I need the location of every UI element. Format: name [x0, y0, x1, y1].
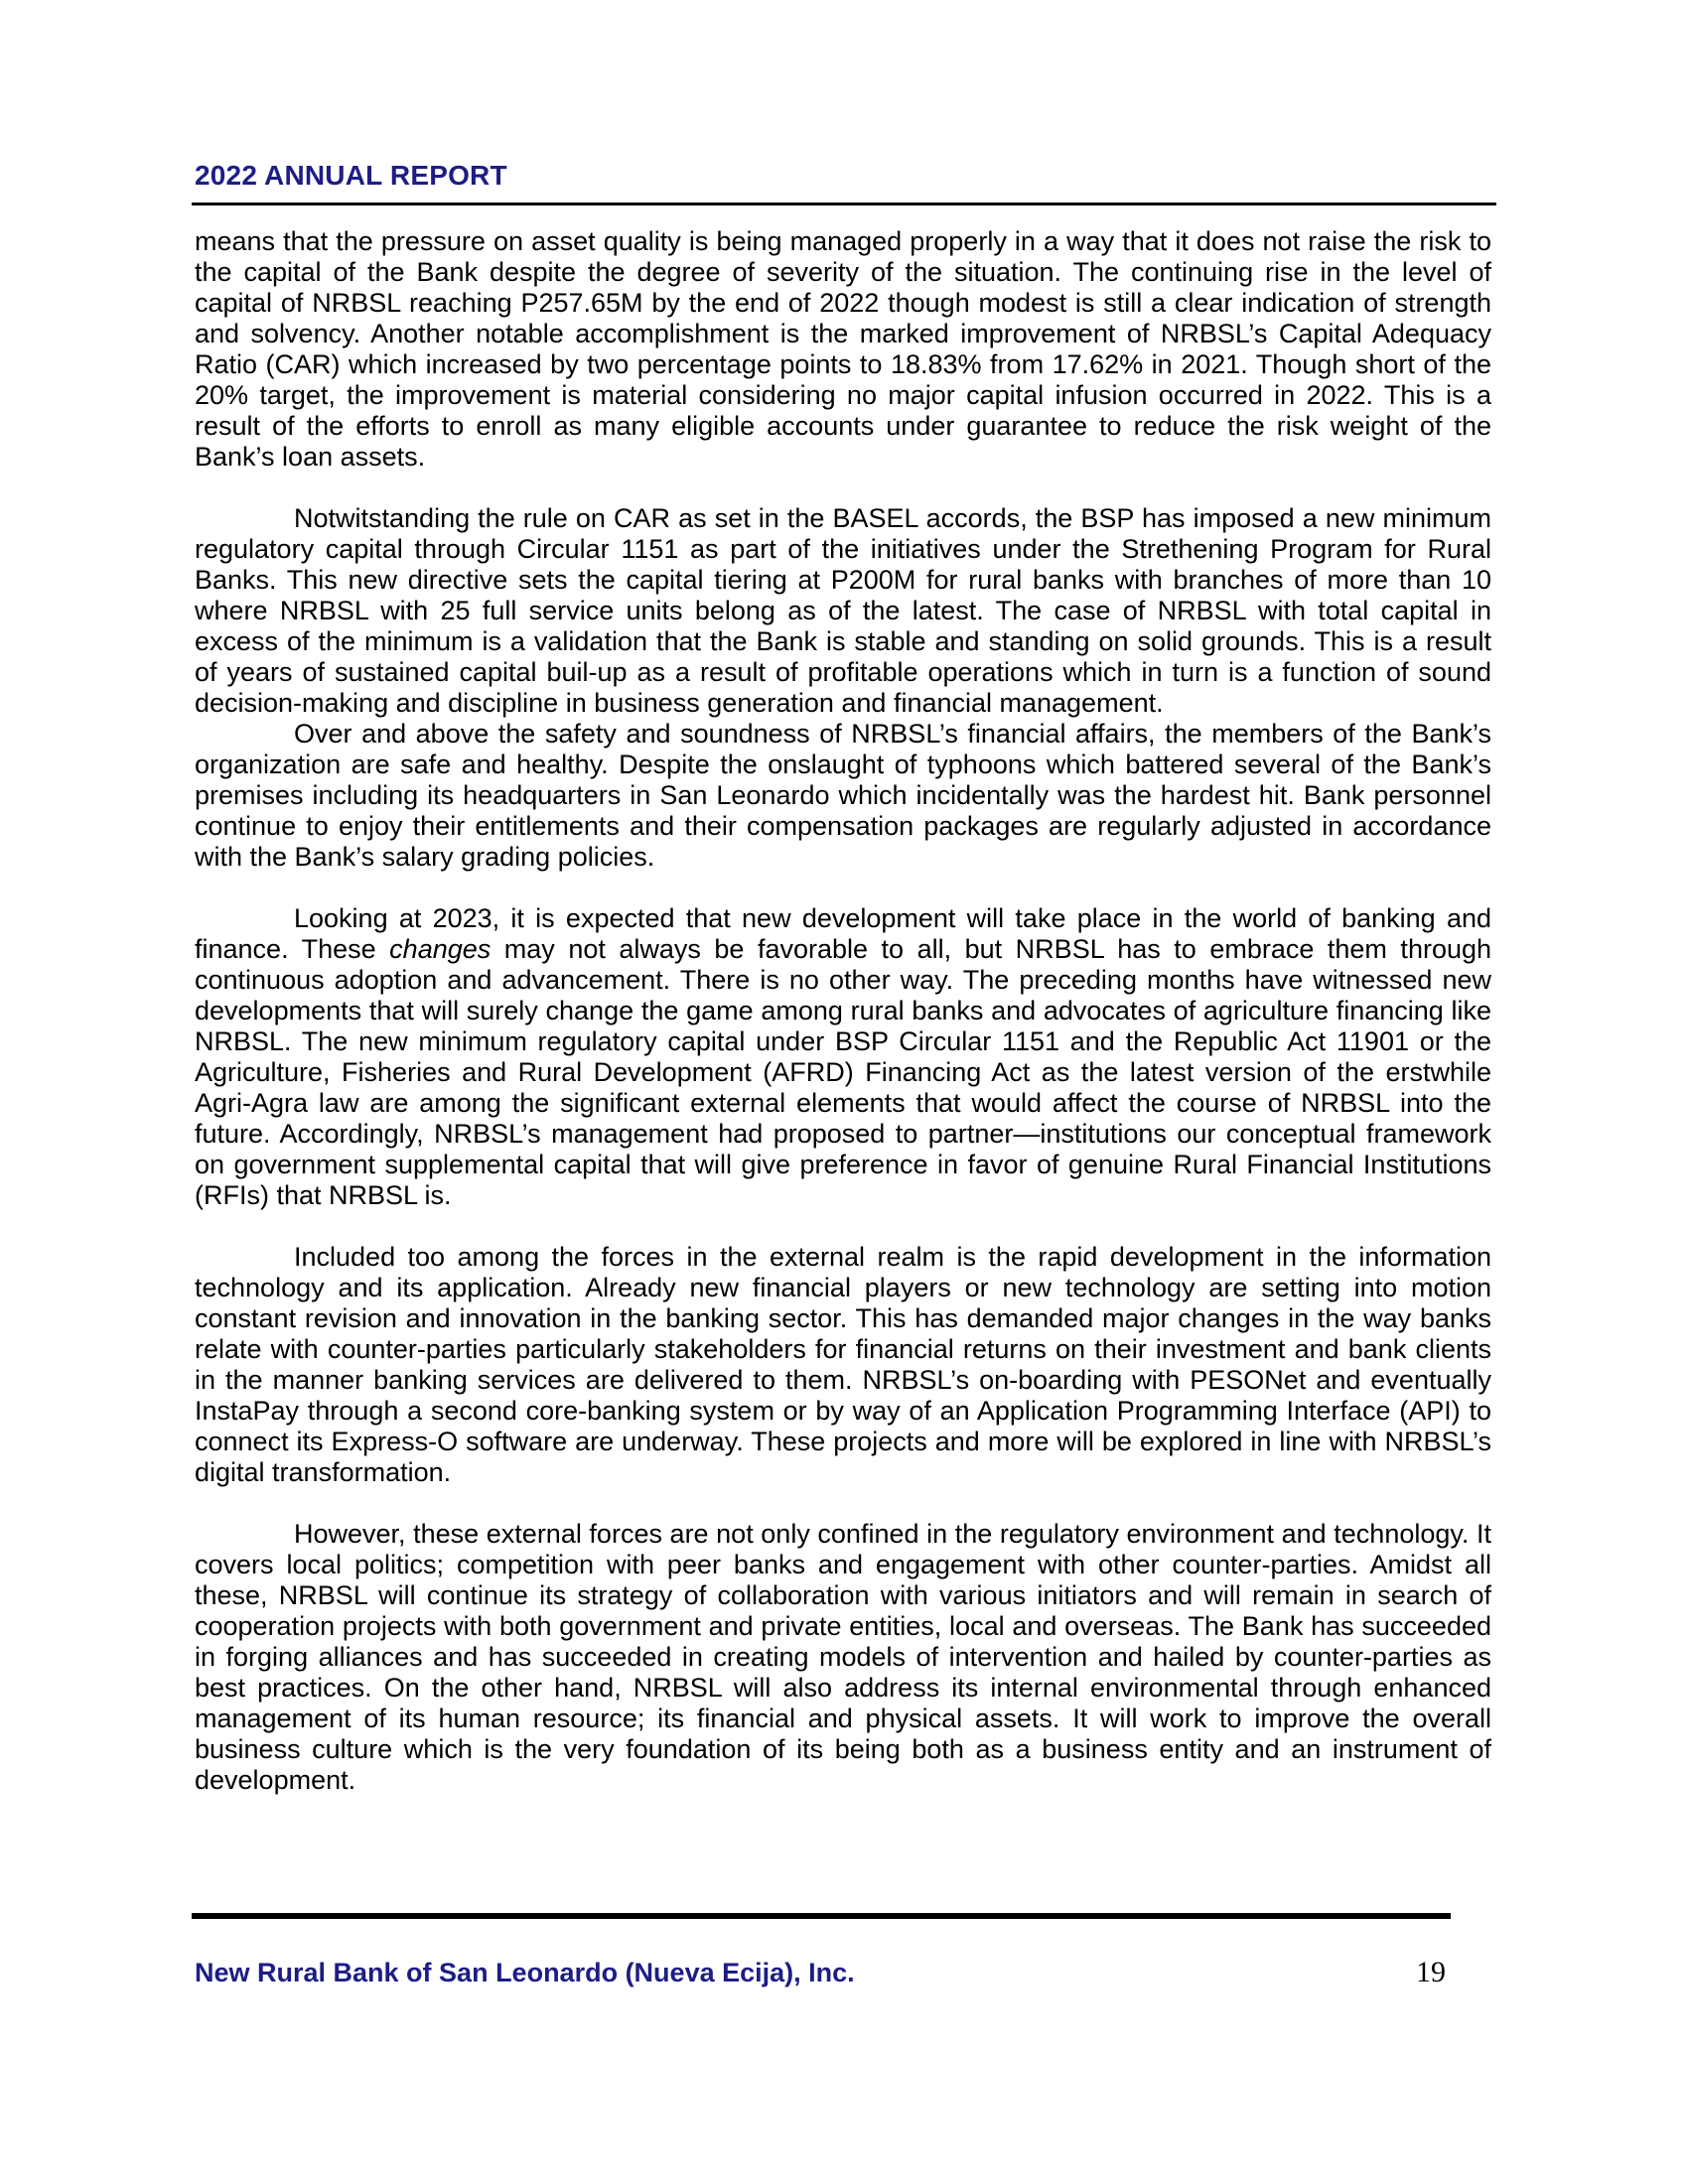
- footer-divider: [192, 1913, 1451, 1919]
- body-paragraph-6: However, these external forces are not only confined in the regulatory environment and technology. It covers local politics; competition with peer banks and engagement with other counter-parties. Amidst all these, NRBSL will continue its strategy of collaboration with various initiators and will remain in search of cooperation projects with both government and private entities, local and overseas. The Bank has succeeded in forging alliances and has succeeded in creating models of intervention and hailed by counter-parties as best practices. On the other hand, NRBSL will also address its internal environmental through enhanced management of its human resource; its financial and physical assets. It will work to improve the overall business culture which is the very foundation of its being both as a business entity and an instrument of development.: [195, 1519, 1491, 1795]
- footer-bank-name: New Rural Bank of San Leonardo (Nueva Ecija), Inc.: [195, 1958, 855, 1987]
- body-paragraph-1: means that the pressure on asset quality is being managed properly in a way that it does not raise the risk to the capital of the Bank despite the degree of severity of the situation. The continuing rise in the level of capital of NRBSL reaching P257.65M by the end of 2022 though modest is still a clear indication of strength and solvency. Another notable accomplishment is the marked improvement of NRBSL’s Capital Adequacy Ratio (CAR) which increased by two percentage points to 18.83% from 17.62% in 2021. Though short of the 20% target, the improvement is material considering no major capital infusion occurred in 2022. This is a result of the efforts to enroll as many eligible accounts under guarantee to reduce the risk weight of the Bank’s loan assets.: [195, 226, 1491, 472]
- report-body: [195, 226, 1491, 1827]
- body-paragraph-2: Notwitstanding the rule on CAR as set in the BASEL accords, the BSP has imposed a new minimum regulatory capital through Circular 1151 as part of the initiatives under the Strethening Program for Rural Banks. This new directive sets the capital tiering at P200M for rural banks with branches of more than 10 where NRBSL with 25 full service units belong as of the latest. The case of NRBSL with total capital in excess of the minimum is a validation that the Bank is stable and standing on solid grounds. This is a result of years of sustained capital buil-up as a result of profitable operations which in turn is a function of sound decision-making and discipline in business generation and financial management.: [195, 503, 1491, 718]
- page-number: 19: [1416, 1956, 1446, 1988]
- body-paragraph-4-italic-word: changes: [389, 934, 492, 964]
- body-paragraph-4-text-continued: may not always be favorable to all, but NRBSL has to embrace them through continuous adoption and advancement. There is no other way. The preceding months have witnessed new developments that will surely change the game among rural banks and advocates of agriculture financing like NRBSL. The new minimum regulatory capital under BSP Circular 1151 and the Republic Act 11901 or the Agriculture, Fisheries and Rural Development (AFRD) Financing Act as the latest version of the erstwhile Agri-Agra law are among the significant external elements that would affect the course of NRBSL into the future. Accordingly, NRBSL’s management had proposed to partner—institutions our conceptual framework on government supplemental capital that will give preference in favor of genuine Rural Financial Institutions (RFIs) that NRBSL is.: [195, 934, 1492, 1210]
- page-footer: [195, 1956, 1446, 1989]
- body-paragraph-4-text: Looking at 2023, it is expected that new development will take place in the world of banking and finance. These: [195, 903, 1491, 964]
- page-header-title: 2022 ANNUAL REPORT: [195, 160, 507, 191]
- body-paragraph-4: [195, 903, 1491, 1211]
- body-paragraph-5: Included too among the forces in the external realm is the rapid development in the information technology and its application. Already new financial players or new technology are setting into motion constant revision and innovation in the banking sector. This has demanded major changes in the way banks relate with counter-parties particularly stakeholders for financial returns on their investment and bank clients in the manner banking services are delivered to them. NRBSL’s on-boarding with PESONet and eventually InstaPay through a second core-banking system or by way of an Application Programming Interface (API) to connect its Express-O software are underway. These projects and more will be explored in line with NRBSL’s digital transformation.: [195, 1242, 1491, 1487]
- body-paragraph-3: Over and above the safety and soundness of NRBSL’s financial affairs, the members of the Bank’s organization are safe and healthy. Despite the onslaught of typhoons which battered several of the Bank’s premises including its headquarters in San Leonardo which incidentally was the hardest hit. Bank personnel continue to enjoy their entitlements and their compensation packages are regularly adjusted in accordance with the Bank’s salary grading policies.: [195, 719, 1491, 872]
- header-divider: [192, 203, 1496, 205]
